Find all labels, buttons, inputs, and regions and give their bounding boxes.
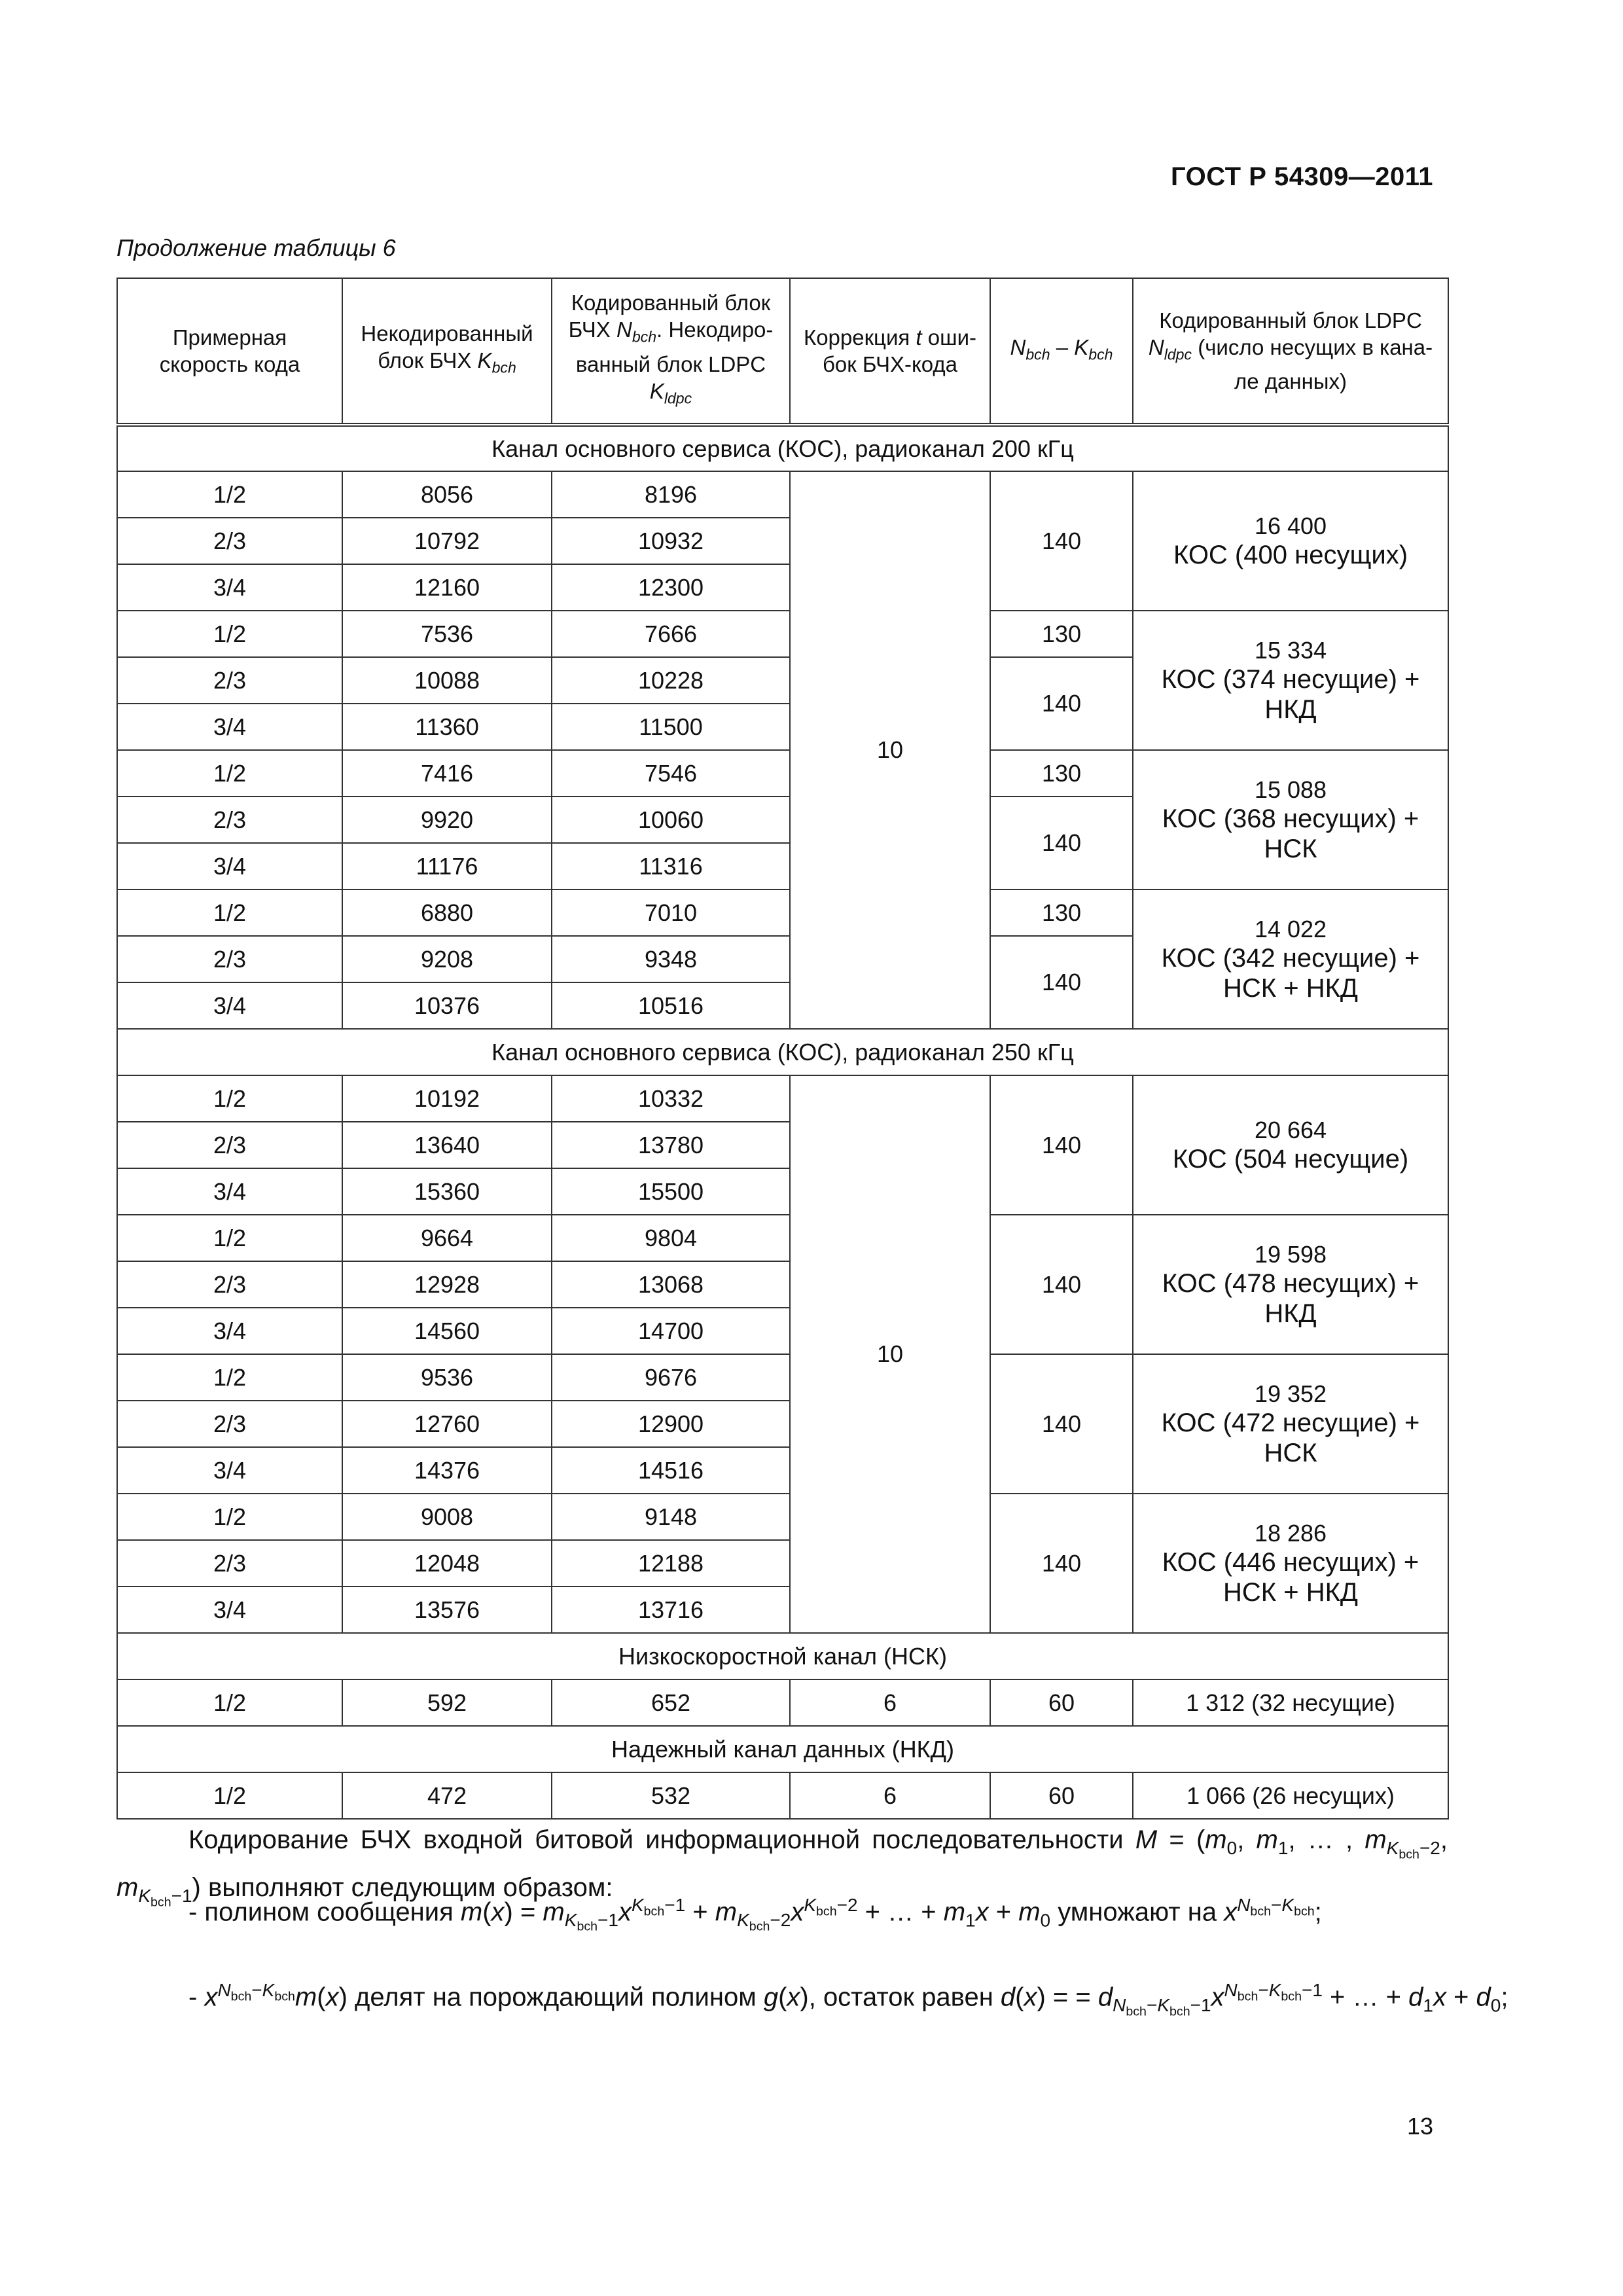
cell-kbch: 14376 <box>342 1447 552 1494</box>
cell-rate: 2/3 <box>117 936 342 982</box>
cell-kbch: 9208 <box>342 936 552 982</box>
cell-rate: 1/2 <box>117 1075 342 1122</box>
table-row <box>117 1679 1448 1726</box>
cell-diff: 130 <box>990 611 1133 657</box>
cell-nbch: 7546 <box>552 750 790 797</box>
col-header-nldpc: Кодированный блок LDPC $N_{ldpc}$ (число несущих в кана- ле данных) <box>1133 278 1448 425</box>
ldpc-description: КОС (472 несущие) + НСК <box>1161 1408 1420 1467</box>
table-row <box>117 1354 1448 1401</box>
cell-nbch: 9348 <box>552 936 790 982</box>
cell-nbch: 10060 <box>552 797 790 843</box>
cell-t-correction: 6 <box>790 1679 990 1726</box>
code-rate-table <box>116 278 1449 1820</box>
paragraph-message-polynomial: - полином сообщения $m(x) = m_{K_{bch}-1}x^{K_{bch}-1} + m_{K_{bch}-2}x^{K_{bch}-2}$ + … + $m_1x + m_0$ умножают на $x^{N_{bch}-K_{bch}}$; <box>188 1895 1322 1934</box>
cell-rate: 3/4 <box>117 1168 342 1215</box>
cell-diff: 140 <box>990 657 1133 750</box>
cell-kbch: 14560 <box>342 1308 552 1354</box>
ldpc-count: 19 598 <box>1254 1240 1327 1268</box>
cell-diff: 140 <box>990 1215 1133 1354</box>
cell-nbch: 13716 <box>552 1587 790 1633</box>
cell-nbch: 9676 <box>552 1354 790 1401</box>
cell-nbch: 10516 <box>552 982 790 1029</box>
table-row <box>117 750 1448 797</box>
col-header-rate: Примерная скорость кода <box>117 278 342 425</box>
cell-rate: 2/3 <box>117 1122 342 1168</box>
cell-ldpc <box>1133 889 1448 1029</box>
ldpc-description: КОС (374 несущие) + НКД <box>1161 664 1420 724</box>
cell-ldpc: 1 312 (32 несущие) <box>1133 1679 1448 1726</box>
cell-ldpc <box>1133 611 1448 750</box>
ldpc-description: КОС (400 несущих) <box>1173 540 1408 569</box>
ldpc-description: КОС (368 несущих) + НСК <box>1162 804 1419 863</box>
cell-kbch: 13576 <box>342 1587 552 1633</box>
cell-kbch: 11360 <box>342 704 552 750</box>
cell-nbch: 7010 <box>552 889 790 936</box>
cell-ldpc <box>1133 750 1448 889</box>
cell-ldpc: 1 066 (26 несущих) <box>1133 1772 1448 1819</box>
cell-rate: 1/2 <box>117 1215 342 1261</box>
col-header-t: Коррекция t оши- бок БЧХ-кода <box>790 278 990 425</box>
cell-nbch: 10932 <box>552 518 790 564</box>
cell-kbch: 12048 <box>342 1540 552 1587</box>
cell-rate: 1/2 <box>117 1494 342 1540</box>
cell-rate: 2/3 <box>117 1401 342 1447</box>
table-row <box>117 889 1448 936</box>
cell-t-correction: 10 <box>790 1075 990 1633</box>
cell-nbch: 532 <box>552 1772 790 1819</box>
cell-diff: 130 <box>990 750 1133 797</box>
cell-nbch: 13780 <box>552 1122 790 1168</box>
cell-diff: 140 <box>990 471 1133 611</box>
standard-number: ГОСТ Р 54309—2011 <box>1171 162 1433 191</box>
cell-rate: 1/2 <box>117 1679 342 1726</box>
cell-kbch: 10088 <box>342 657 552 704</box>
ldpc-description: КОС (446 несущих) + НСК + НКД <box>1162 1547 1419 1607</box>
cell-ldpc <box>1133 471 1448 611</box>
cell-diff: 60 <box>990 1772 1133 1819</box>
cell-rate: 1/2 <box>117 611 342 657</box>
ldpc-count: 15 334 <box>1254 636 1327 664</box>
cell-t-correction: 6 <box>790 1772 990 1819</box>
cell-ldpc <box>1133 1075 1448 1215</box>
cell-kbch: 9536 <box>342 1354 552 1401</box>
paragraph-bch-intro: Кодирование БЧХ входной битовой информационной последовательности $M = (m_0$, $m_1$, … , $m_{K_{bch}-2}$, $m_{K_{bch}-1}$) выполняют следующим образом: <box>116 1825 1448 1910</box>
cell-kbch: 472 <box>342 1772 552 1819</box>
cell-kbch: 9664 <box>342 1215 552 1261</box>
cell-kbch: 12160 <box>342 564 552 611</box>
cell-nbch: 14516 <box>552 1447 790 1494</box>
cell-rate: 1/2 <box>117 750 342 797</box>
cell-diff: 60 <box>990 1679 1133 1726</box>
ldpc-count: 19 352 <box>1254 1380 1327 1407</box>
cell-kbch: 10192 <box>342 1075 552 1122</box>
table-body <box>117 425 1448 1819</box>
cell-diff: 130 <box>990 889 1133 936</box>
cell-nbch: 9148 <box>552 1494 790 1540</box>
ldpc-count: 14 022 <box>1254 915 1327 942</box>
cell-nbch: 14700 <box>552 1308 790 1354</box>
cell-diff: 140 <box>990 936 1133 1029</box>
table-row <box>117 471 1448 518</box>
ldpc-count: 18 286 <box>1254 1519 1327 1547</box>
ldpc-description: КОС (478 несущих) + НКД <box>1162 1268 1419 1328</box>
cell-nbch: 12900 <box>552 1401 790 1447</box>
cell-diff: 140 <box>990 797 1133 889</box>
cell-diff: 140 <box>990 1354 1133 1494</box>
cell-nbch: 652 <box>552 1679 790 1726</box>
cell-rate: 3/4 <box>117 982 342 1029</box>
cell-rate: 1/2 <box>117 1772 342 1819</box>
cell-nbch: 12188 <box>552 1540 790 1587</box>
cell-rate: 2/3 <box>117 518 342 564</box>
cell-kbch: 7536 <box>342 611 552 657</box>
table-row <box>117 1075 1448 1122</box>
section-title: Канал основного сервиса (КОС), радиоканал 250 кГц <box>117 1029 1448 1075</box>
cell-nbch: 12300 <box>552 564 790 611</box>
cell-rate: 2/3 <box>117 1261 342 1308</box>
cell-nbch: 10332 <box>552 1075 790 1122</box>
cell-nbch: 8196 <box>552 471 790 518</box>
cell-kbch: 13640 <box>342 1122 552 1168</box>
section-row <box>117 425 1448 471</box>
paragraph-division: - $x^{N_{bch}-K_{bch}}m(x)$ делят на порождающий полином g(x), остаток равен d(x) = = $d_{N_{bch}-K_{bch}-1}x^{N_{bch}-K_{bch}-1}$ + … + $d_1x + d_0$; <box>188 1980 1508 2019</box>
cell-ldpc <box>1133 1494 1448 1633</box>
ldpc-count: 16 400 <box>1254 512 1327 539</box>
cell-rate: 3/4 <box>117 843 342 889</box>
cell-kbch: 9920 <box>342 797 552 843</box>
table-row <box>117 611 1448 657</box>
cell-nbch: 13068 <box>552 1261 790 1308</box>
cell-nbch: 10228 <box>552 657 790 704</box>
cell-rate: 1/2 <box>117 889 342 936</box>
cell-kbch: 12928 <box>342 1261 552 1308</box>
cell-rate: 1/2 <box>117 1354 342 1401</box>
page-number: 13 <box>1406 2113 1433 2140</box>
table-row <box>117 1494 1448 1540</box>
cell-rate: 3/4 <box>117 564 342 611</box>
section-row <box>117 1633 1448 1679</box>
col-header-nbch: Кодированный блок БЧХ $N_{bch}$. Некодиро- ванный блок LDPC $K_{ldpc}$ <box>552 278 790 425</box>
section-row <box>117 1029 1448 1075</box>
cell-diff: 140 <box>990 1075 1133 1215</box>
table-row <box>117 1215 1448 1261</box>
cell-rate: 3/4 <box>117 704 342 750</box>
col-header-diff: $N_{bch} - K_{bch}$ <box>990 278 1133 425</box>
cell-rate: 1/2 <box>117 471 342 518</box>
cell-t-correction: 10 <box>790 471 990 1029</box>
col-header-kbch: Некодированный блок БЧХ $K_{bch}$ <box>342 278 552 425</box>
cell-kbch: 11176 <box>342 843 552 889</box>
ldpc-description: КОС (342 несущие) + НСК + НКД <box>1161 943 1420 1003</box>
cell-diff: 140 <box>990 1494 1133 1633</box>
cell-rate: 2/3 <box>117 657 342 704</box>
section-row <box>117 1726 1448 1772</box>
cell-ldpc <box>1133 1354 1448 1494</box>
cell-nbch: 15500 <box>552 1168 790 1215</box>
cell-ldpc <box>1133 1215 1448 1354</box>
cell-rate: 3/4 <box>117 1587 342 1633</box>
cell-rate: 3/4 <box>117 1447 342 1494</box>
cell-rate: 2/3 <box>117 797 342 843</box>
cell-nbch: 11500 <box>552 704 790 750</box>
cell-kbch: 7416 <box>342 750 552 797</box>
cell-kbch: 6880 <box>342 889 552 936</box>
cell-rate: 3/4 <box>117 1308 342 1354</box>
cell-kbch: 8056 <box>342 471 552 518</box>
cell-kbch: 592 <box>342 1679 552 1726</box>
cell-kbch: 10376 <box>342 982 552 1029</box>
ldpc-count: 20 664 <box>1254 1116 1327 1143</box>
table-caption: Продолжение таблицы 6 <box>116 234 396 261</box>
cell-nbch: 11316 <box>552 843 790 889</box>
cell-nbch: 7666 <box>552 611 790 657</box>
cell-kbch: 10792 <box>342 518 552 564</box>
section-title: Надежный канал данных (НКД) <box>117 1726 1448 1772</box>
cell-kbch: 12760 <box>342 1401 552 1447</box>
cell-kbch: 9008 <box>342 1494 552 1540</box>
cell-kbch: 15360 <box>342 1168 552 1215</box>
ldpc-description: КОС (504 несущие) <box>1172 1144 1409 1174</box>
ldpc-count: 15 088 <box>1254 776 1327 803</box>
section-title: Канал основного сервиса (КОС), радиоканал 200 кГц <box>117 425 1448 471</box>
table-row <box>117 1772 1448 1819</box>
cell-nbch: 9804 <box>552 1215 790 1261</box>
cell-rate: 2/3 <box>117 1540 342 1587</box>
section-title: Низкоскоростной канал (НСК) <box>117 1633 1448 1679</box>
